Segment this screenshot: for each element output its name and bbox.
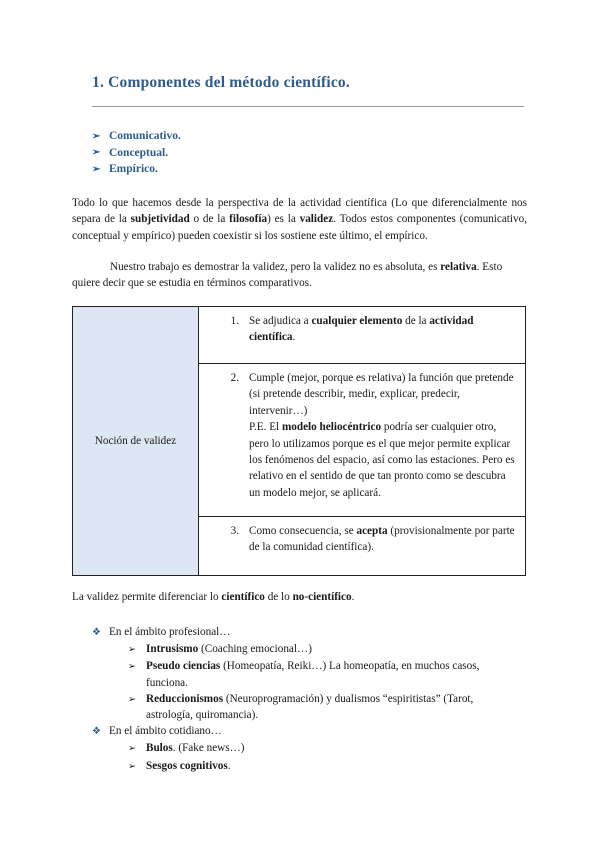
arrow-bullet-icon: ➢ [128,694,136,705]
heading-number: 1. [92,74,105,91]
table-row: 2. Cumple (mejor, porque es relativa) la función que pretende (si pretende describir, medir, explicar, predecir, intervenir…) P.E. El modelo heliocéntrico podría ser cualquier otro, pero lo utilizamos porque es el que mejor permite explicar los fenómenos del espacio, así como las estaciones. Pero es relativo en el sentido de que tan pronto como se descubra un modelo mejor, se aplicará. [199,364,526,517]
list-item: ➢ Intrusismo (Coaching emocional…) [128,641,512,658]
list-item: ➢ Bulos. (Fake news…) [128,740,512,757]
diamond-bullet-icon: ❖ [92,726,101,738]
arrow-bullet-icon: ➢ [92,163,101,175]
validity-paragraph: Nuestro trabajo es demostrar la validez, pero la validez no es absoluta, es relativa. Esto quiere decir que se estudia en términos comparativos. [72,261,503,290]
list-item: ❖ En el ámbito cotidiano… [92,723,512,740]
list-item: ➢ Comunicativo. [92,130,181,143]
components-list [92,128,181,178]
section-heading [92,74,350,92]
list-item: ➢ Sesgos cognitivos. [128,758,512,775]
arrow-bullet-icon: ➢ [128,662,136,673]
arrow-bullet-icon: ➢ [128,744,136,755]
heading-text: Componentes del método científico. [108,74,350,91]
table-row: 1. Se adjudica a cualquier elemento de la actividad científica. [199,307,526,364]
arrow-bullet-icon: ➢ [92,130,101,142]
list-item: ➢ Reduccionismos (Neuroprogramación) y dualismos “espiritistas” (Tarot, astrología, quiromancia). [128,692,474,722]
list-item: ➢ Empírico. [92,163,158,176]
areas-list [92,624,512,775]
arrow-bullet-icon: ➢ [128,645,136,656]
validity-table [72,306,526,576]
table-row: 3. Como consecuencia, se acepta (provisionalmente por parte de la comunidad científica). [199,517,526,576]
intro-paragraph: Todo lo que hacemos desde la perspectiva de la actividad científica (Lo que diferencialmente nos separa de la subjetividad o de la filosofía) es la validez. Todos estos componentes (comunicativo, conceptual y empírico) pueden coexistir si los sostiene este último, el empírico. [72,197,527,242]
table-label-cell: Noción de validez [73,307,199,576]
arrow-bullet-icon: ➢ [92,147,101,159]
distinction-paragraph: La validez permite diferenciar lo científico de lo no-científico. [72,591,355,603]
arrow-bullet-icon: ➢ [128,761,136,772]
diamond-bullet-icon: ❖ [92,627,101,638]
list-item: ➢ Conceptual. [92,146,169,159]
heading-divider [92,106,524,107]
list-item: ❖ En el ámbito profesional… [92,624,512,641]
list-item: ➢ Pseudo ciencias (Homeopatía, Reiki…) La homeopatía, en muchos casos, funciona. [128,660,480,689]
